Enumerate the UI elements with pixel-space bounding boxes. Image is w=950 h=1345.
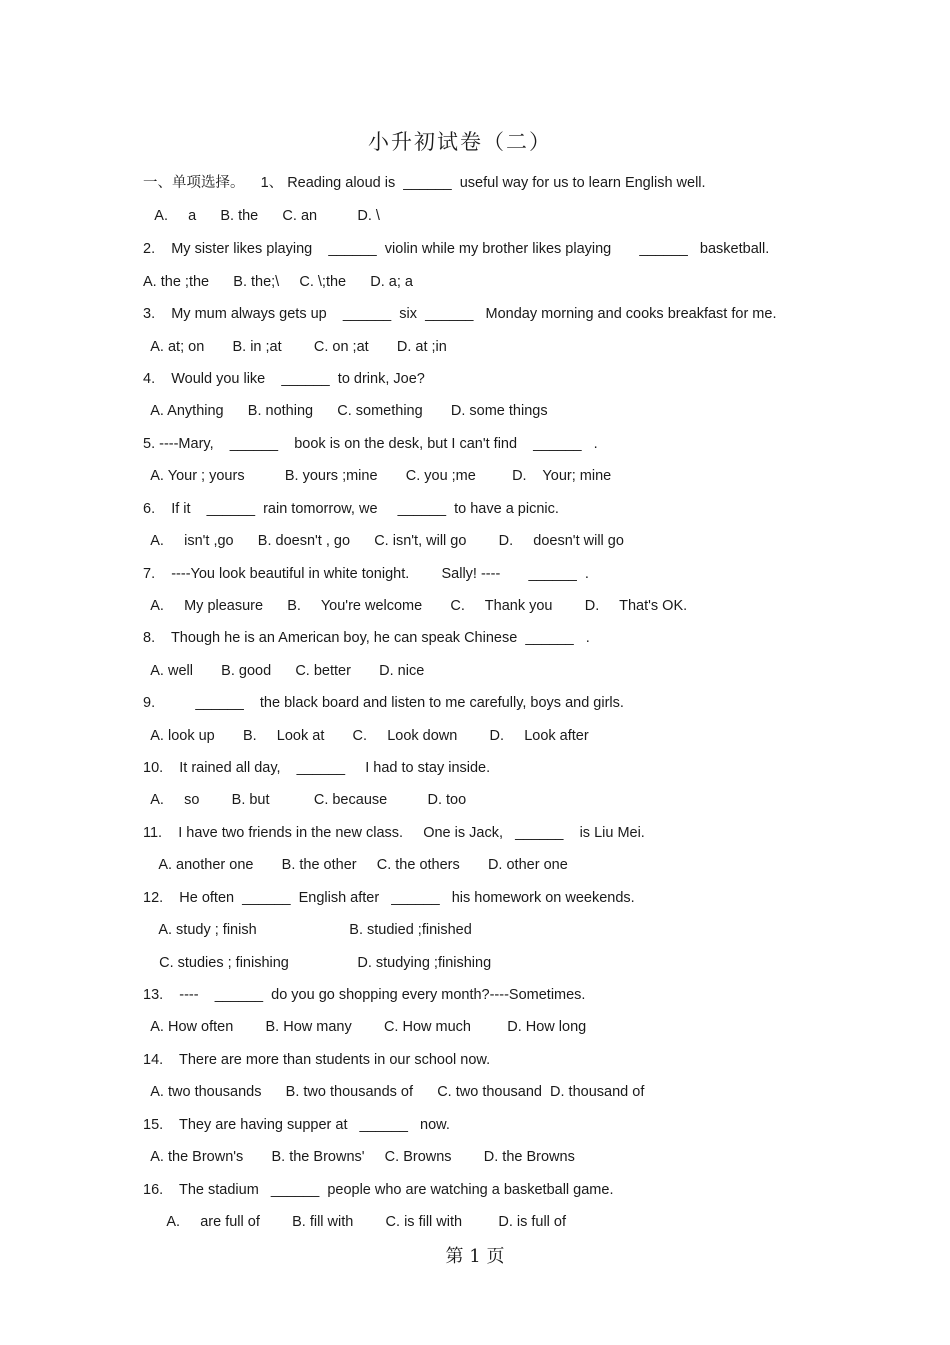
options-line: A. look up B. Look at C. Look down D. Look after xyxy=(143,728,589,744)
question-line: 5. ----Mary, ______ book is on the desk, but I can't find ______ . xyxy=(143,436,598,452)
options-line: A. at; on B. in ;at C. on ;at D. at ;in xyxy=(143,339,447,355)
question-line: 10. It rained all day, ______ I had to stay inside. xyxy=(143,760,491,776)
options-line: A. isn't ,go B. doesn't , go C. isn't, will go D. doesn't will go xyxy=(143,533,624,549)
options-line: A. the ;the B. the;\ C. \;the D. a; a xyxy=(143,274,413,290)
question-line: 11. I have two friends in the new class. One is Jack, ______ is Liu Mei. xyxy=(143,825,645,841)
exam-title: 小升初试卷（二） xyxy=(368,130,552,154)
options-line: C. studies ; finishing D. studying ;finishing xyxy=(143,955,492,971)
options-line: A. Your ; yours B. yours ;mine C. you ;me D. Your; mine xyxy=(143,468,612,484)
options-line: A. My pleasure B. You're welcome C. Thank you D. That's OK. xyxy=(143,598,688,614)
question-line: 9. ______ the black board and listen to me carefully, boys and girls. xyxy=(143,695,624,711)
question-line: 6. If it ______ rain tomorrow, we ______ to have a picnic. xyxy=(143,501,559,517)
question-line: 4. Would you like ______ to drink, Joe? xyxy=(143,371,425,387)
question-line: 8. Though he is an American boy, he can speak Chinese ______ . xyxy=(143,630,590,646)
question-line: 7. ----You look beautiful in white tonight. Sally! ---- ______ . xyxy=(143,566,589,582)
question-line: 12. He often ______ English after ______ his homework on weekends. xyxy=(143,890,635,906)
options-line: A. the Brown's B. the Browns' C. Browns D. the Browns xyxy=(143,1149,575,1165)
page-number: 第 1 页 xyxy=(445,1246,505,1267)
options-line: A. a B. the C. an D. \ xyxy=(143,208,380,224)
question-line: 14. There are more than students in our school now. xyxy=(143,1052,491,1068)
question-line: 13. ---- ______ do you go shopping every month?----Sometimes. xyxy=(143,987,586,1003)
options-line: A. Anything B. nothing C. something D. some things xyxy=(143,403,548,419)
options-line: A. are full of B. fill with C. is fill with D. is full of xyxy=(143,1214,567,1230)
question-line: 15. They are having supper at ______ now. xyxy=(143,1117,450,1133)
options-line: A. How often B. How many C. How much D. How long xyxy=(143,1019,587,1035)
options-line: A. study ; finish B. studied ;finished xyxy=(143,922,472,938)
question-line: 2. My sister likes playing ______ violin while my brother likes playing ______ basketball. xyxy=(143,241,770,257)
question-line: 16. The stadium ______ people who are watching a basketball game. xyxy=(143,1182,614,1198)
question-line: 一、单项选择。 1、 Reading aloud is ______ useful way for us to learn English well. xyxy=(143,175,706,191)
options-line: A. two thousands B. two thousands of C. two thousand D. thousand of xyxy=(143,1084,645,1100)
question-line: 3. My mum always gets up ______ six ______ Monday morning and cooks breakfast for me. xyxy=(143,306,777,322)
options-line: A. well B. good C. better D. nice xyxy=(143,663,425,679)
options-line: A. another one B. the other C. the others D. other one xyxy=(143,857,568,873)
options-line: A. so B. but C. because D. too xyxy=(143,792,467,808)
